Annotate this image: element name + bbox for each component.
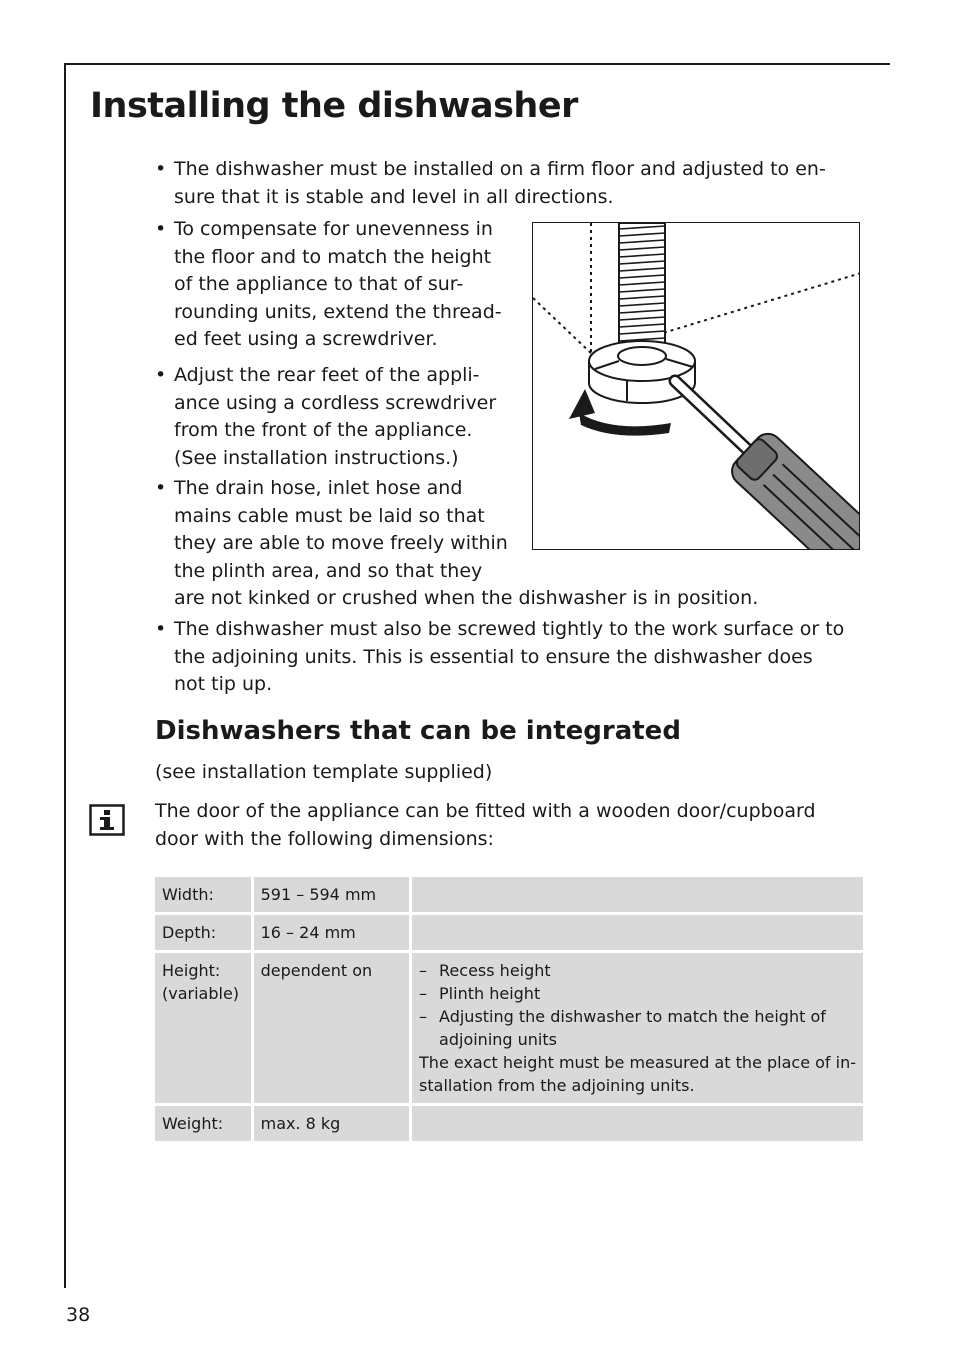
row-value: 591 – 594 mm — [252, 877, 410, 914]
label-text: Width: — [162, 885, 214, 904]
table-row — [155, 952, 863, 1105]
dash-item-text: – Adjusting the dishwasher to match the height of — [439, 1007, 826, 1026]
row-detail — [411, 952, 863, 1105]
template-note: (see installation template supplied) — [155, 761, 493, 783]
paragraph-line: The door of the appliance can be fitted with a wooden door/cupboard — [155, 800, 816, 822]
label-text: (variable) — [162, 984, 240, 1003]
bullet-line: The dishwasher must also be screwed tightly to the work surface or to — [174, 618, 845, 640]
section-heading: Dishwashers that can be integrated — [155, 716, 681, 746]
bullet-line: Adjust the rear feet of the appli- — [174, 364, 480, 386]
height-note-text: stallation from the adjoining units. — [419, 1076, 695, 1095]
row-label — [155, 1105, 252, 1142]
row-detail — [411, 1105, 863, 1142]
dash-item-text: adjoining units — [439, 1030, 557, 1049]
row-detail — [411, 914, 863, 952]
label-text: Height: — [162, 961, 221, 980]
left-rule — [64, 63, 66, 1288]
door-dimensions-table — [155, 877, 863, 1141]
door-dimensions-paragraph — [155, 798, 816, 853]
bullet-line: the plinth area, and so that they — [174, 559, 483, 582]
bullet-line: sure that it is stable and level in all directions. — [174, 185, 614, 208]
table-row — [155, 1105, 863, 1142]
bullet-line: of the appliance to that of sur- — [174, 273, 464, 295]
bullet-dot: • — [155, 618, 167, 640]
paragraph-line: door with the following dimensions: — [155, 827, 494, 850]
row-label — [155, 877, 252, 914]
dash-list-item — [419, 959, 856, 982]
bullet-line: the adjoining units. This is essential to ensure the dishwasher does — [174, 645, 813, 668]
page-title: Installing the dishwasher — [90, 86, 578, 126]
table-row — [155, 914, 863, 952]
bullet-line: rounding units, extend the thread- — [174, 300, 502, 323]
dash-item-text: – Recess height — [439, 961, 551, 980]
label-text: Depth: — [162, 923, 217, 942]
row-value: 16 – 24 mm — [252, 914, 410, 952]
bullet-line: (See installation instructions.) — [174, 446, 459, 469]
label-text: Weight: — [162, 1114, 224, 1133]
bullet-line: are not kinked or crushed when the dishwasher is in position. — [174, 587, 759, 609]
row-detail — [411, 877, 863, 914]
row-label — [155, 952, 252, 1105]
row-value: dependent on — [252, 952, 410, 1105]
dash-list-item — [419, 1005, 856, 1051]
bullet-line: they are able to move freely within — [174, 532, 508, 554]
row-value: max. 8 kg — [252, 1105, 410, 1142]
bullet-line: ance using a cordless screwdriver — [174, 391, 497, 414]
screwdriver-foot-illustration — [532, 222, 860, 550]
bullet-line: mains cable must be laid so that — [174, 504, 485, 527]
info-icon — [89, 804, 125, 836]
bullet-dot: • — [155, 477, 167, 499]
bullet-line: To compensate for unevenness in — [174, 218, 493, 240]
bullet-line: from the front of the appliance. — [174, 419, 473, 441]
top-rule — [64, 63, 890, 65]
bullet-line: not tip up. — [174, 673, 273, 695]
bullet-line: The dishwasher must be installed on a firm floor and adjusted to en- — [174, 158, 826, 180]
row-label — [155, 914, 252, 952]
bullet-line: the floor and to match the height — [174, 245, 492, 268]
bullet-line: The drain hose, inlet hose and — [174, 477, 463, 499]
dash-item-text: – Plinth height — [439, 984, 541, 1003]
screwdriver-foot-drawing — [533, 223, 860, 550]
bullet-dot: • — [155, 218, 167, 240]
bullet-line: ed feet using a screwdriver. — [174, 328, 438, 350]
table-row — [155, 877, 863, 914]
page-number: 38 — [66, 1304, 91, 1326]
height-note-text: The exact height must be measured at the place of in- — [419, 1053, 856, 1072]
dash-list-item — [419, 982, 856, 1005]
bullet-dot: • — [155, 364, 167, 386]
bullet-dot: • — [155, 158, 167, 180]
